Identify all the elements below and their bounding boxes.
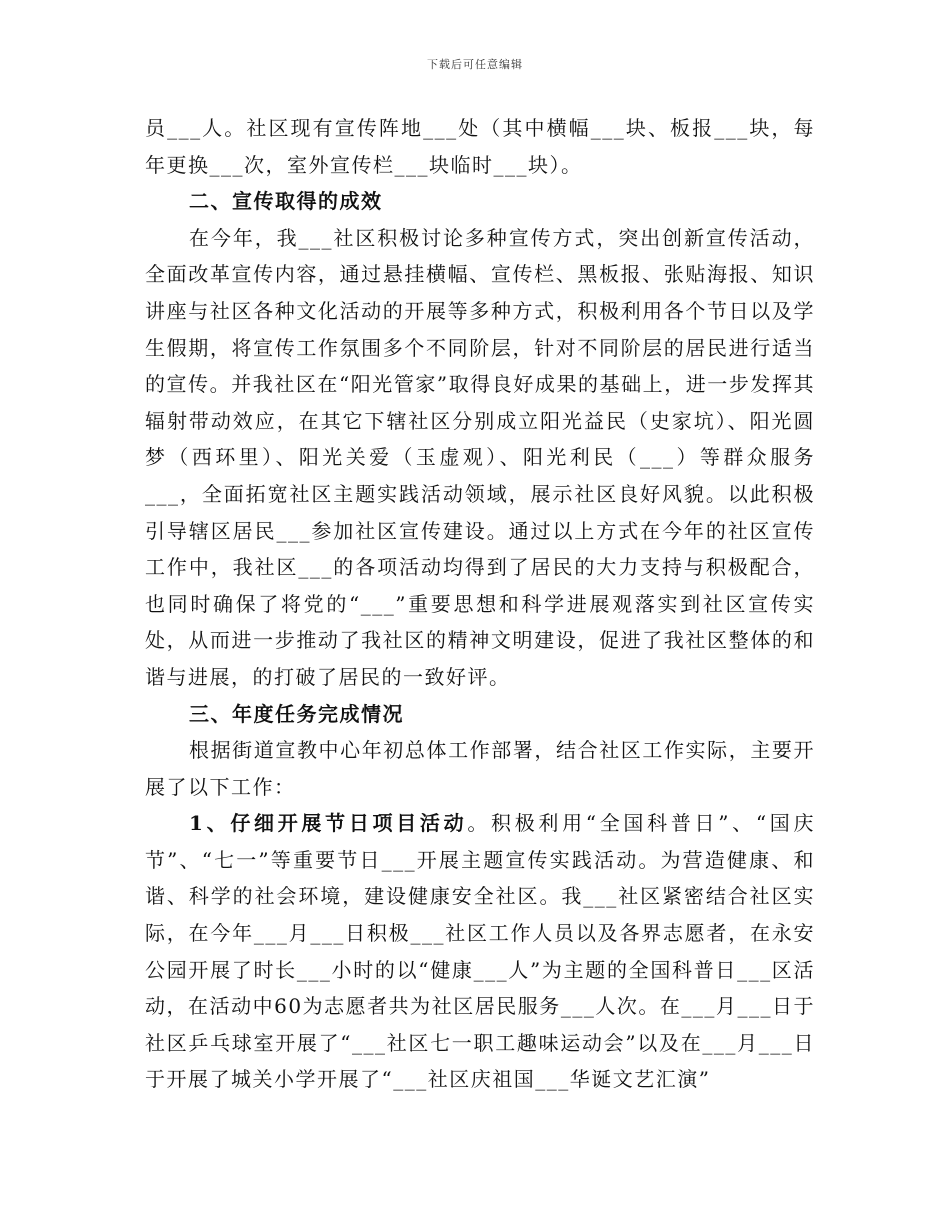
section-heading-3: 三、年度任务完成情况: [189, 701, 404, 726]
item-1-title: 1、仔细开展节日项目活动: [189, 811, 468, 836]
paragraph-item-1: [145, 805, 815, 1098]
paragraph-section-3: 根据街道宣教中心年初总体工作部署，结合社区工作实际，主要开展了以下工作：: [145, 738, 815, 799]
item-1-body: 。积极利用“全国科普日”、“国庆节”、“七一”等重要节日___开展主题宣传实践活动。为营造健康、和谐、科学的社会环境，建设健康安全社区。我___社区紧密结合社区实际，在今年___月___日积极___社区工作人员以及各界志愿者，在永安公园开展了时长___小时的以“健康___人”为主题的全国科普日___区活动，在活动中60为志愿者共为社区居民服务___人次。在___月___日于社区乒乓球室开展了“___社区七一职工趣味运动会”以及在___月___日于开展了城关小学开展了“___社区庆祖国___华诞文艺汇演”: [145, 811, 815, 1092]
document-body: [145, 110, 815, 1098]
section-heading-2: 二、宣传取得的成效: [189, 189, 383, 214]
paragraph-section-2: 在今年，我___社区积极讨论多种宣传方式，突出创新宣传活动，全面改革宣传内容，通过悬挂横幅、宣传栏、黑板报、张贴海报、知识讲座与社区各种文化活动的开展等多种方式，积极利用各个节日以及学生假期，将宣传工作氛围多个不同阶层，针对不同阶层的居民进行适当的宣传。并我社区在“阳光管家”取得良好成果的基础上，进一步发挥其辐射带动效应，在其它下辖社区分别成立阳光益民（史家坑）、阳光圆梦（西环里）、阳光关爱（玉虚观）、阳光利民（___）等群众服务___，全面拓宽社区主题实践活动领域，展示社区良好风貌。以此积极引导辖区居民___参加社区宣传建设。通过以上方式在今年的社区宣传工作中，我社区___的各项活动均得到了居民的大力支持与积极配合，也同时确保了将党的“___”重要思想和科学进展观落实到社区宣传实处，从而进一步推动了我社区的精神文明建设，促进了我社区整体的和谐与进展，的打破了居民的一致好评。: [145, 225, 815, 689]
header-note: 下载后可任意编辑: [427, 58, 523, 71]
paragraph-intro: 员___人。社区现有宣传阵地___处（其中横幅___块、板报___块，每年更换___次，室外宣传栏___块临时___块）。: [145, 116, 815, 177]
